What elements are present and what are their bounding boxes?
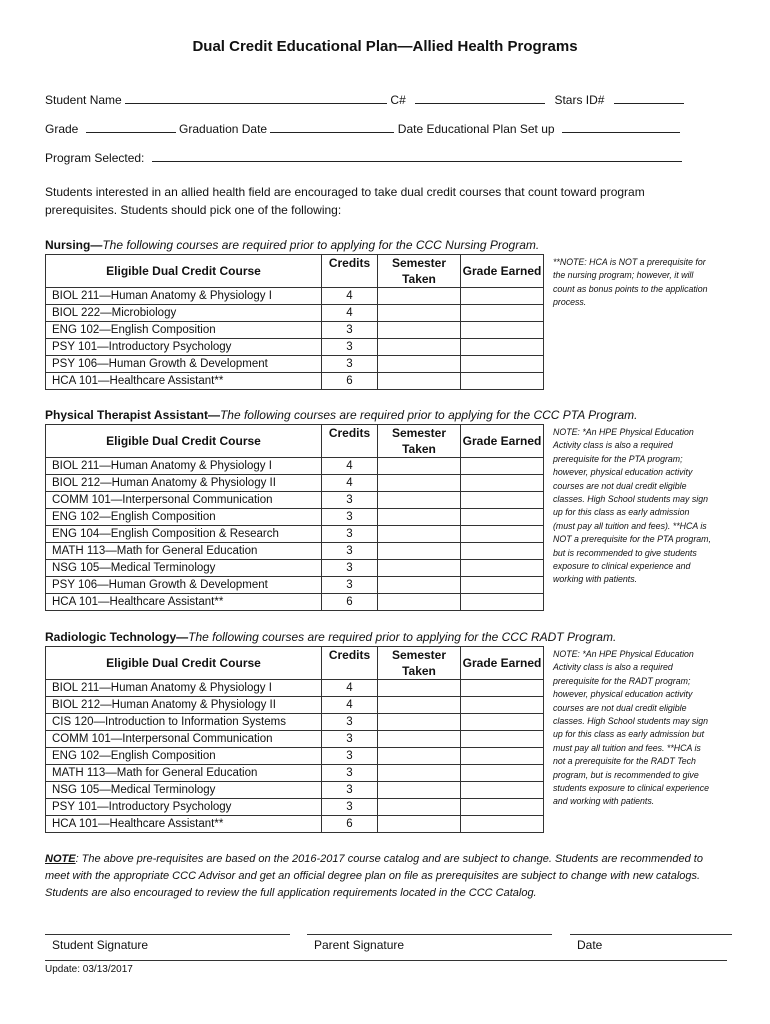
table-radt — [45, 646, 544, 833]
stars-id-field[interactable] — [614, 92, 684, 104]
intro-text: Students interested in an allied health field are encouraged to take dual credit courses that count toward program prerequisites. Students should pick one of the following: — [45, 185, 645, 217]
table-row — [46, 543, 544, 560]
semester-cell[interactable] — [378, 543, 461, 560]
form-row-1 — [45, 92, 684, 107]
semester-cell[interactable] — [378, 577, 461, 594]
semester-cell[interactable] — [378, 475, 461, 492]
form-row-3 — [45, 150, 682, 165]
semester-cell[interactable] — [378, 697, 461, 714]
grade-label: Grade — [45, 122, 79, 136]
course-cell: NSG 105—Medical Terminology — [46, 560, 322, 577]
grade-cell[interactable] — [461, 526, 544, 543]
semester-cell[interactable] — [378, 305, 461, 322]
credits-cell: 3 — [322, 714, 378, 731]
credits-cell: 3 — [322, 356, 378, 373]
col-header-semester: Semester Taken — [378, 255, 461, 288]
course-cell: COMM 101—Interpersonal Communication — [46, 731, 322, 748]
semester-cell[interactable] — [378, 492, 461, 509]
program-selected-field[interactable] — [152, 150, 682, 162]
grade-cell[interactable] — [461, 560, 544, 577]
course-cell: MATH 113—Math for General Education — [46, 765, 322, 782]
col-header-credits: Credits — [322, 425, 378, 458]
course-cell: HCA 101—Healthcare Assistant** — [46, 594, 322, 611]
section-name: Physical Therapist Assistant— — [45, 408, 220, 422]
credits-cell: 3 — [322, 765, 378, 782]
date-signature-line[interactable] — [570, 934, 732, 935]
side-note-pta: NOTE: *An HPE Physical Education Activity class is also a required prerequisite for the PTA program; however, physical education activity courses are not dual credit eligible classes. High School students may sign up for this class as early admission (must pay all tuition and fees). **HCA is NOT a prerequisite for the PTA program, but is recommended to give students exposure to clinical experience and working with patients. — [553, 427, 711, 585]
col-header-grade: Grade Earned — [461, 255, 544, 288]
col-header-semester: Semester Taken — [378, 425, 461, 458]
grade-cell[interactable] — [461, 799, 544, 816]
parent-signature-label: Parent Signature — [314, 938, 405, 952]
table-row — [46, 577, 544, 594]
program-selected-label: Program Selected: — [45, 151, 145, 165]
table-row — [46, 458, 544, 475]
grade-cell[interactable] — [461, 816, 544, 833]
student-name-field[interactable] — [125, 92, 387, 104]
grade-cell[interactable] — [461, 288, 544, 305]
table-row — [46, 594, 544, 611]
c-number-field[interactable] — [415, 92, 545, 104]
grade-cell[interactable] — [461, 373, 544, 390]
grade-cell[interactable] — [461, 356, 544, 373]
credits-cell: 3 — [322, 731, 378, 748]
credits-cell: 3 — [322, 509, 378, 526]
footer-divider — [45, 960, 727, 961]
semester-cell[interactable] — [378, 288, 461, 305]
section-desc: The following courses are required prior to applying for the CCC PTA Program. — [219, 408, 638, 422]
credits-cell: 3 — [322, 748, 378, 765]
student-name-label: Student Name — [45, 93, 122, 107]
table-row — [46, 373, 544, 390]
course-cell: CIS 120—Introduction to Information Systems — [46, 714, 322, 731]
section-desc: The following courses are required prior to applying for the CCC RADT Program. — [188, 630, 617, 644]
c-number-label: C# — [390, 93, 406, 107]
table-row — [46, 356, 544, 373]
course-cell: BIOL 212—Human Anatomy & Physiology II — [46, 697, 322, 714]
credits-cell: 3 — [322, 492, 378, 509]
bottom-note — [45, 851, 725, 902]
semester-cell[interactable] — [378, 782, 461, 799]
table-row — [46, 816, 544, 833]
credits-cell: 3 — [322, 577, 378, 594]
graduation-date-label: Graduation Date — [179, 122, 268, 136]
grade-cell[interactable] — [461, 748, 544, 765]
grade-field[interactable] — [86, 121, 176, 133]
course-cell: ENG 104—English Composition & Research — [46, 526, 322, 543]
table-row — [46, 475, 544, 492]
credits-cell: 4 — [322, 475, 378, 492]
course-cell: BIOL 212—Human Anatomy & Physiology II — [46, 475, 322, 492]
semester-cell[interactable] — [378, 322, 461, 339]
grade-cell[interactable] — [461, 594, 544, 611]
course-cell: PSY 101—Introductory Psychology — [46, 339, 322, 356]
table-row — [46, 680, 544, 697]
table-row — [46, 526, 544, 543]
col-header-credits: Credits — [322, 255, 378, 288]
update-date: Update: 03/13/2017 — [45, 964, 133, 975]
semester-cell[interactable] — [378, 560, 461, 577]
credits-cell: 4 — [322, 288, 378, 305]
credits-cell: 3 — [322, 339, 378, 356]
grade-cell[interactable] — [461, 305, 544, 322]
credits-cell: 4 — [322, 305, 378, 322]
course-cell: ENG 102—English Composition — [46, 509, 322, 526]
plan-date-field[interactable] — [562, 121, 680, 133]
semester-cell[interactable] — [378, 799, 461, 816]
course-cell: PSY 101—Introductory Psychology — [46, 799, 322, 816]
course-cell: HCA 101—Healthcare Assistant** — [46, 816, 322, 833]
course-cell: BIOL 211—Human Anatomy & Physiology I — [46, 288, 322, 305]
credits-cell: 3 — [322, 799, 378, 816]
credits-cell: 3 — [322, 560, 378, 577]
course-cell: BIOL 222—Microbiology — [46, 305, 322, 322]
semester-cell[interactable] — [378, 765, 461, 782]
section-name: Radiologic Technology— — [45, 630, 189, 644]
grade-cell[interactable] — [461, 714, 544, 731]
table-row — [46, 492, 544, 509]
table-row — [46, 731, 544, 748]
table-row — [46, 697, 544, 714]
course-cell: PSY 106—Human Growth & Development — [46, 356, 322, 373]
semester-cell[interactable] — [378, 458, 461, 475]
table-row — [46, 322, 544, 339]
table-row — [46, 339, 544, 356]
course-cell: PSY 106—Human Growth & Development — [46, 577, 322, 594]
course-cell: COMM 101—Interpersonal Communication — [46, 492, 322, 509]
semester-cell[interactable] — [378, 731, 461, 748]
side-note-radt: NOTE: *An HPE Physical Education Activity class is also a required prerequisite for the RADT program; however, physical education activity courses are not dual credit eligible classes. High School students may sign up for this class as early admission but must pay all tuition and fees. **HCA is not a prerequisite for the RADT Tech program, but is recommended to give students exposure to clinical experience and working with patients. — [553, 649, 709, 807]
col-header-course: Eligible Dual Credit Course — [46, 425, 322, 458]
grade-cell[interactable] — [461, 322, 544, 339]
course-cell: MATH 113—Math for General Education — [46, 543, 322, 560]
credits-cell: 3 — [322, 526, 378, 543]
table-row — [46, 288, 544, 305]
credits-cell: 6 — [322, 594, 378, 611]
credits-cell: 4 — [322, 680, 378, 697]
course-cell: HCA 101—Healthcare Assistant** — [46, 373, 322, 390]
grade-cell[interactable] — [461, 731, 544, 748]
form-row-2 — [45, 121, 680, 136]
table-row — [46, 782, 544, 799]
stars-id-label: Stars ID# — [554, 93, 605, 107]
credits-cell: 6 — [322, 816, 378, 833]
table-row — [46, 560, 544, 577]
course-cell: ENG 102—English Composition — [46, 748, 322, 765]
grade-cell[interactable] — [461, 543, 544, 560]
semester-cell[interactable] — [378, 373, 461, 390]
grade-cell[interactable] — [461, 697, 544, 714]
col-header-credits: Credits — [322, 647, 378, 680]
page-title: Dual Credit Educational Plan—Allied Health Programs — [192, 38, 578, 55]
table-row — [46, 509, 544, 526]
bottom-note-text: : The above pre-requisites are based on the 2016-2017 course catalog and are subject to change. Students are recommended to meet with the appropriate CCC Advisor and get an official degree plan on file as prerequisites are subject to change with new catalogs. Students are also encouraged to review the full application requirements located in the CCC Catalog. — [45, 853, 703, 899]
grade-cell[interactable] — [461, 782, 544, 799]
credits-cell: 3 — [322, 322, 378, 339]
grade-cell[interactable] — [461, 492, 544, 509]
section-heading-radt — [45, 630, 616, 644]
student-signature-line[interactable] — [45, 934, 290, 935]
table-row — [46, 799, 544, 816]
table-row — [46, 748, 544, 765]
grade-cell[interactable] — [461, 680, 544, 697]
grade-cell[interactable] — [461, 458, 544, 475]
grade-cell[interactable] — [461, 577, 544, 594]
plan-date-label: Date Educational Plan Set up — [397, 122, 555, 136]
credits-cell: 6 — [322, 373, 378, 390]
semester-cell[interactable] — [378, 594, 461, 611]
credits-cell: 4 — [322, 697, 378, 714]
semester-cell[interactable] — [378, 680, 461, 697]
grade-cell[interactable] — [461, 475, 544, 492]
col-header-course: Eligible Dual Credit Course — [46, 255, 322, 288]
grade-cell[interactable] — [461, 339, 544, 356]
semester-cell[interactable] — [378, 714, 461, 731]
parent-signature-line[interactable] — [307, 934, 552, 935]
section-name: Nursing— — [45, 238, 103, 252]
bottom-note-label: NOTE — [45, 853, 76, 865]
semester-cell[interactable] — [378, 356, 461, 373]
table-row — [46, 305, 544, 322]
semester-cell[interactable] — [378, 509, 461, 526]
table-row — [46, 765, 544, 782]
course-cell: BIOL 211—Human Anatomy & Physiology I — [46, 458, 322, 475]
grade-cell[interactable] — [461, 765, 544, 782]
credits-cell: 4 — [322, 458, 378, 475]
semester-cell[interactable] — [378, 816, 461, 833]
col-header-course: Eligible Dual Credit Course — [46, 647, 322, 680]
graduation-date-field[interactable] — [270, 121, 394, 133]
grade-cell[interactable] — [461, 509, 544, 526]
table-pta — [45, 424, 544, 611]
section-desc: The following courses are required prior to applying for the CCC Nursing Program. — [102, 238, 540, 252]
semester-cell[interactable] — [378, 339, 461, 356]
col-header-semester: Semester Taken — [378, 647, 461, 680]
col-header-grade: Grade Earned — [461, 425, 544, 458]
col-header-grade: Grade Earned — [461, 647, 544, 680]
table-nursing — [45, 254, 544, 390]
credits-cell: 3 — [322, 782, 378, 799]
section-heading-pta — [45, 408, 637, 422]
semester-cell[interactable] — [378, 526, 461, 543]
table-row — [46, 714, 544, 731]
date-signature-label: Date — [577, 938, 603, 952]
course-cell: BIOL 211—Human Anatomy & Physiology I — [46, 680, 322, 697]
course-cell: NSG 105—Medical Terminology — [46, 782, 322, 799]
student-signature-label: Student Signature — [52, 938, 149, 952]
course-cell: ENG 102—English Composition — [46, 322, 322, 339]
side-note-nursing: **NOTE: HCA is NOT a prerequisite for the nursing program; however, it will count as bonus points to the application process. — [553, 257, 708, 308]
semester-cell[interactable] — [378, 748, 461, 765]
section-heading-nursing — [45, 238, 539, 252]
credits-cell: 3 — [322, 543, 378, 560]
